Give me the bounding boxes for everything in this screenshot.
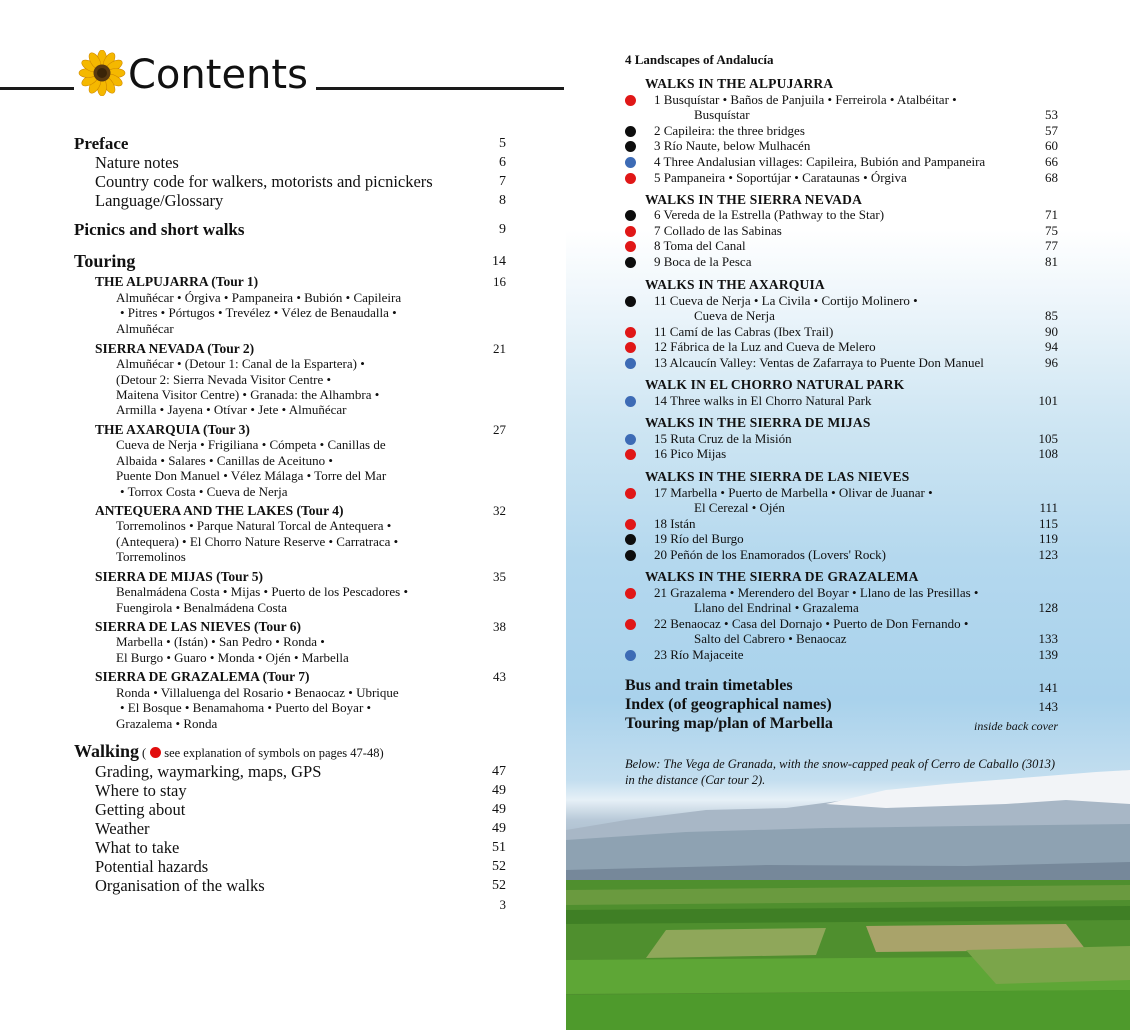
page-number: 68 bbox=[1045, 170, 1058, 185]
walk-title: 3 Río Naute, below Mulhacén bbox=[654, 138, 811, 153]
back-matter-title: Index (of geographical names) bbox=[625, 696, 832, 713]
red-dot-icon bbox=[625, 327, 636, 338]
red-dot-icon bbox=[625, 173, 636, 184]
walk-title: 2 Capileira: the three bridges bbox=[654, 123, 805, 138]
entry-text: Organisation of the walks bbox=[95, 876, 265, 895]
entry-text: Almuñécar • (Detour 1: Canal de la Espartera) • bbox=[116, 356, 365, 371]
entry-text: • Pitres • Pórtugos • Trevélez • Vélez de Benaudalla • bbox=[120, 305, 397, 320]
page-number: inside back cover bbox=[974, 719, 1058, 733]
red-dot-icon bbox=[625, 449, 636, 460]
page-number: 123 bbox=[1038, 547, 1058, 562]
red-dot-icon bbox=[625, 588, 636, 599]
entry-text: Almuñécar • Órgiva • Pampaneira • Bubión • Capileira bbox=[116, 290, 402, 305]
walk-title: 16 Pico Mijas bbox=[654, 446, 727, 461]
entry-text: SIERRA DE GRAZALEMA (Tour 7) bbox=[95, 669, 310, 684]
toc-section bbox=[74, 220, 245, 239]
page-number: 57 bbox=[1045, 123, 1058, 138]
walk-title: Busquístar bbox=[694, 107, 750, 122]
page-number: 139 bbox=[1038, 647, 1058, 662]
title-rule-left bbox=[0, 87, 74, 90]
walk-title: 12 Fábrica de la Luz and Cueva de Melero bbox=[654, 339, 876, 354]
walk-title: 8 Toma del Canal bbox=[654, 238, 746, 253]
walk-title: 13 Alcaucín Valley: Ventas de Zafarraya to Puente Don Manuel bbox=[654, 355, 984, 370]
entry-text: Torremolinos bbox=[116, 549, 186, 564]
entry-text: Albaida • Salares • Canillas de Aceituno • bbox=[116, 453, 333, 468]
entry-text: THE AXARQUIA (Tour 3) bbox=[95, 422, 250, 437]
walk-title: 15 Ruta Cruz de la Misión bbox=[654, 431, 792, 446]
page-number: 143 bbox=[1038, 699, 1058, 714]
entry-text: El Burgo • Guaro • Monda • Ojén • Marbella bbox=[116, 650, 349, 665]
page-number: 119 bbox=[1038, 531, 1058, 546]
walk-title: 6 Vereda de la Estrella (Pathway to the Star) bbox=[654, 207, 885, 222]
walk-group-heading: WALKS IN THE SIERRA DE GRAZALEMA bbox=[645, 569, 919, 584]
entry-text: Maitena Visitor Centre) • Granada: the Alhambra • bbox=[116, 387, 380, 402]
blue-dot-icon bbox=[625, 396, 636, 407]
page-number: 128 bbox=[1038, 600, 1058, 615]
entry-text: Weather bbox=[95, 819, 150, 838]
entry-text: Puente Don Manuel • Vélez Málaga • Torre del Mar bbox=[116, 468, 387, 483]
walk-title: 14 Three walks in El Chorro Natural Park bbox=[654, 393, 872, 408]
toc-part bbox=[74, 252, 135, 271]
page-number: 111 bbox=[1039, 500, 1058, 515]
page-number: 115 bbox=[1038, 516, 1058, 531]
page-number: 35 bbox=[493, 569, 506, 584]
blue-dot-icon bbox=[625, 358, 636, 369]
tour-route bbox=[116, 648, 349, 667]
entry-text: • El Bosque • Benamahoma • Puerto del Boyar • bbox=[120, 700, 372, 715]
contents-heading bbox=[0, 50, 566, 100]
page-number: 96 bbox=[1045, 355, 1058, 370]
page-number: 53 bbox=[1045, 107, 1058, 122]
walk-group-heading: WALKS IN THE SIERRA DE LAS NIEVES bbox=[645, 469, 910, 484]
page-number: 49 bbox=[492, 783, 506, 798]
walk-title: 5 Pampaneira • Soportújar • Carataunas • Órgiva bbox=[654, 170, 907, 185]
entry-text: • Torrox Costa • Cueva de Nerja bbox=[120, 484, 288, 499]
toc-subentry bbox=[95, 800, 185, 819]
photo-caption: Below: The Vega de Granada, with the snow-capped peak of Cerro de Caballo (3013) in the distance (Car tour 2). bbox=[625, 757, 1056, 787]
page-number: 9 bbox=[499, 222, 506, 237]
entry-text: SIERRA NEVADA (Tour 2) bbox=[95, 341, 255, 356]
entry-text: Touring bbox=[74, 251, 136, 271]
page-number: 49 bbox=[492, 802, 506, 817]
note-paren: ( bbox=[142, 746, 147, 760]
page-number: 27 bbox=[493, 422, 506, 437]
entry-text: Where to stay bbox=[95, 781, 187, 800]
page-number: 7 bbox=[499, 174, 506, 189]
walk-title: 7 Collado de las Sabinas bbox=[654, 223, 782, 238]
toc-subentry bbox=[95, 838, 179, 857]
red-dot-icon bbox=[625, 95, 636, 106]
entry-text: Marbella • (Istán) • San Pedro • Ronda • bbox=[116, 634, 325, 649]
toc-subentry bbox=[95, 191, 223, 210]
walk-group-heading: WALKS IN THE ALPUJARRA bbox=[645, 76, 834, 91]
toc-subentry bbox=[95, 172, 433, 191]
black-dot-icon bbox=[625, 257, 636, 268]
walk-title: 22 Benaocaz • Casa del Dornajo • Puerto de Don Fernando • bbox=[654, 616, 969, 631]
sunflower-icon bbox=[78, 50, 126, 96]
entry-text: SIERRA DE LAS NIEVES (Tour 6) bbox=[95, 619, 301, 634]
toc-subentry bbox=[95, 762, 321, 781]
black-dot-icon bbox=[625, 126, 636, 137]
red-dot-icon bbox=[625, 619, 636, 630]
green-fields-image bbox=[566, 880, 1130, 1030]
entry-text: Language/Glossary bbox=[95, 191, 224, 210]
entry-text: Almuñécar bbox=[116, 321, 174, 336]
entry-text: Fuengirola • Benalmádena Costa bbox=[116, 600, 287, 615]
entry-text: Cueva de Nerja • Frigiliana • Cómpeta • Canillas de bbox=[116, 437, 386, 452]
toc-subentry bbox=[95, 857, 208, 876]
page-number: 85 bbox=[1045, 308, 1058, 323]
tour-route bbox=[116, 547, 186, 566]
page-number: 77 bbox=[1045, 238, 1058, 253]
entry-text: Grading, waymarking, maps, GPS bbox=[95, 762, 322, 781]
page-number: 43 bbox=[493, 669, 506, 684]
entry-text: Getting about bbox=[95, 800, 186, 819]
red-dot-icon bbox=[625, 226, 636, 237]
entry-text: Picnics and short walks bbox=[74, 220, 245, 239]
entry-text: Walking bbox=[74, 741, 140, 761]
black-dot-icon bbox=[625, 296, 636, 307]
walk-title: 1 Busquístar • Baños de Panjuila • Ferreirola • Atalbéitar • bbox=[654, 92, 957, 107]
walk-title: 21 Grazalema • Merendero del Boyar • Llano de las Presillas • bbox=[654, 585, 979, 600]
walk-title: 23 Río Majaceite bbox=[654, 647, 744, 662]
entry-text: Grazalema • Ronda bbox=[116, 716, 218, 731]
entry-text: (Antequera) • El Chorro Nature Reserve • Carratraca • bbox=[116, 534, 399, 549]
running-head: 4 Landscapes of Andalucía bbox=[625, 52, 774, 67]
page-number: 52 bbox=[492, 859, 506, 874]
page-number: 105 bbox=[1038, 431, 1058, 446]
tour-route bbox=[120, 482, 288, 501]
blue-dot-icon bbox=[625, 650, 636, 661]
walk-title: 4 Three Andalusian villages: Capileira, Bubión and Pampaneira bbox=[654, 154, 986, 169]
tour-route bbox=[116, 319, 174, 338]
page-number: 14 bbox=[492, 254, 506, 269]
walk-title: 17 Marbella • Puerto de Marbella • Olivar de Juanar • bbox=[654, 485, 933, 500]
note-text: see explanation of symbols on pages 47-48) bbox=[164, 746, 384, 760]
entry-text: Ronda • Villaluenga del Rosario • Benaocaz • Ubrique bbox=[116, 685, 399, 700]
page-number: 47 bbox=[492, 764, 506, 779]
title-rule-right bbox=[316, 87, 564, 90]
walk-title: 11 Camí de las Cabras (Ibex Trail) bbox=[654, 324, 834, 339]
page-number: 81 bbox=[1045, 254, 1058, 269]
entry-text: What to take bbox=[95, 838, 180, 857]
page-number: 108 bbox=[1038, 446, 1058, 461]
walk-group-heading: WALKS IN THE AXARQUIA bbox=[645, 277, 825, 292]
entry-text: Nature notes bbox=[95, 153, 179, 172]
page-number: 21 bbox=[493, 341, 506, 356]
blue-dot-icon bbox=[625, 434, 636, 445]
walk-group-heading: WALKS IN THE SIERRA DE MIJAS bbox=[645, 415, 871, 430]
toc-subentry bbox=[95, 876, 265, 895]
walk-group-heading: WALKS IN THE SIERRA NEVADA bbox=[645, 192, 863, 207]
page-number: 75 bbox=[1045, 223, 1058, 238]
walk-group-heading: WALK IN EL CHORRO NATURAL PARK bbox=[645, 377, 905, 392]
black-dot-icon bbox=[625, 534, 636, 545]
toc-part bbox=[74, 742, 384, 763]
entry-text: ANTEQUERA AND THE LAKES (Tour 4) bbox=[95, 503, 344, 518]
tour-route bbox=[116, 714, 217, 733]
page-title: Contents bbox=[128, 52, 308, 98]
entry-text: THE ALPUJARRA (Tour 1) bbox=[95, 274, 259, 289]
page-number: 71 bbox=[1045, 207, 1058, 222]
folio: 3 bbox=[499, 897, 506, 912]
toc-subentry bbox=[95, 153, 179, 172]
entry-text: Potential hazards bbox=[95, 857, 209, 876]
black-dot-icon bbox=[625, 141, 636, 152]
walk-title: 11 Cueva de Nerja • La Civila • Cortijo Molinero • bbox=[654, 293, 918, 308]
back-matter-title: Bus and train timetables bbox=[625, 677, 793, 694]
page-number: 6 bbox=[499, 155, 506, 170]
walk-title: 19 Río del Burgo bbox=[654, 531, 744, 546]
entry-text: (Detour 2: Sierra Nevada Visitor Centre • bbox=[116, 372, 332, 387]
page-number: 32 bbox=[493, 503, 506, 518]
red-dot-icon bbox=[625, 241, 636, 252]
entry-text: Torremolinos • Parque Natural Torcal de Antequera • bbox=[116, 518, 392, 533]
black-dot-icon bbox=[625, 210, 636, 221]
page-number: 141 bbox=[1038, 680, 1058, 695]
page-number: 94 bbox=[1045, 339, 1058, 354]
entry-text: SIERRA DE MIJAS (Tour 5) bbox=[95, 569, 264, 584]
page-number: 5 bbox=[499, 136, 506, 151]
walk-title: 20 Peñón de los Enamorados (Lovers' Rock) bbox=[654, 547, 886, 562]
walking-note bbox=[139, 746, 384, 760]
walk-title: Llano del Endrinal • Grazalema bbox=[694, 600, 859, 615]
red-dot-icon bbox=[150, 747, 161, 758]
red-dot-icon bbox=[625, 342, 636, 353]
page-number: 133 bbox=[1038, 631, 1058, 646]
walk-title: Cueva de Nerja bbox=[694, 308, 775, 323]
toc-section bbox=[74, 134, 128, 153]
page-number: 16 bbox=[493, 274, 506, 289]
page-number: 51 bbox=[492, 840, 506, 855]
walk-title: El Cerezal • Ojén bbox=[694, 500, 785, 515]
walk-title: 18 Istán bbox=[654, 516, 696, 531]
tour-route bbox=[116, 400, 346, 419]
page-number: 8 bbox=[499, 193, 506, 208]
tour-route bbox=[116, 598, 287, 617]
entry-text: Armilla • Jayena • Otívar • Jete • Almuñécar bbox=[116, 402, 347, 417]
toc-subentry bbox=[95, 781, 187, 800]
back-matter-title: Touring map/plan of Marbella bbox=[625, 715, 833, 732]
red-dot-icon bbox=[625, 488, 636, 499]
walk-title: 9 Boca de la Pesca bbox=[654, 254, 752, 269]
page-number: 66 bbox=[1045, 154, 1058, 169]
entry-text: Preface bbox=[74, 134, 129, 153]
page-number: 90 bbox=[1045, 324, 1058, 339]
page-number: 49 bbox=[492, 821, 506, 836]
walk-title: Salto del Cabrero • Benaocaz bbox=[694, 631, 847, 646]
page-number: 60 bbox=[1045, 138, 1058, 153]
blue-dot-icon bbox=[625, 157, 636, 168]
toc-subentry bbox=[95, 819, 150, 838]
black-dot-icon bbox=[625, 550, 636, 561]
entry-text: Country code for walkers, motorists and picnickers bbox=[95, 172, 433, 191]
entry-text: Benalmádena Costa • Mijas • Puerto de los Pescadores • bbox=[116, 584, 409, 599]
red-dot-icon bbox=[625, 519, 636, 530]
page-number: 52 bbox=[492, 878, 506, 893]
page-number: 38 bbox=[493, 619, 506, 634]
page-number: 101 bbox=[1038, 393, 1058, 408]
